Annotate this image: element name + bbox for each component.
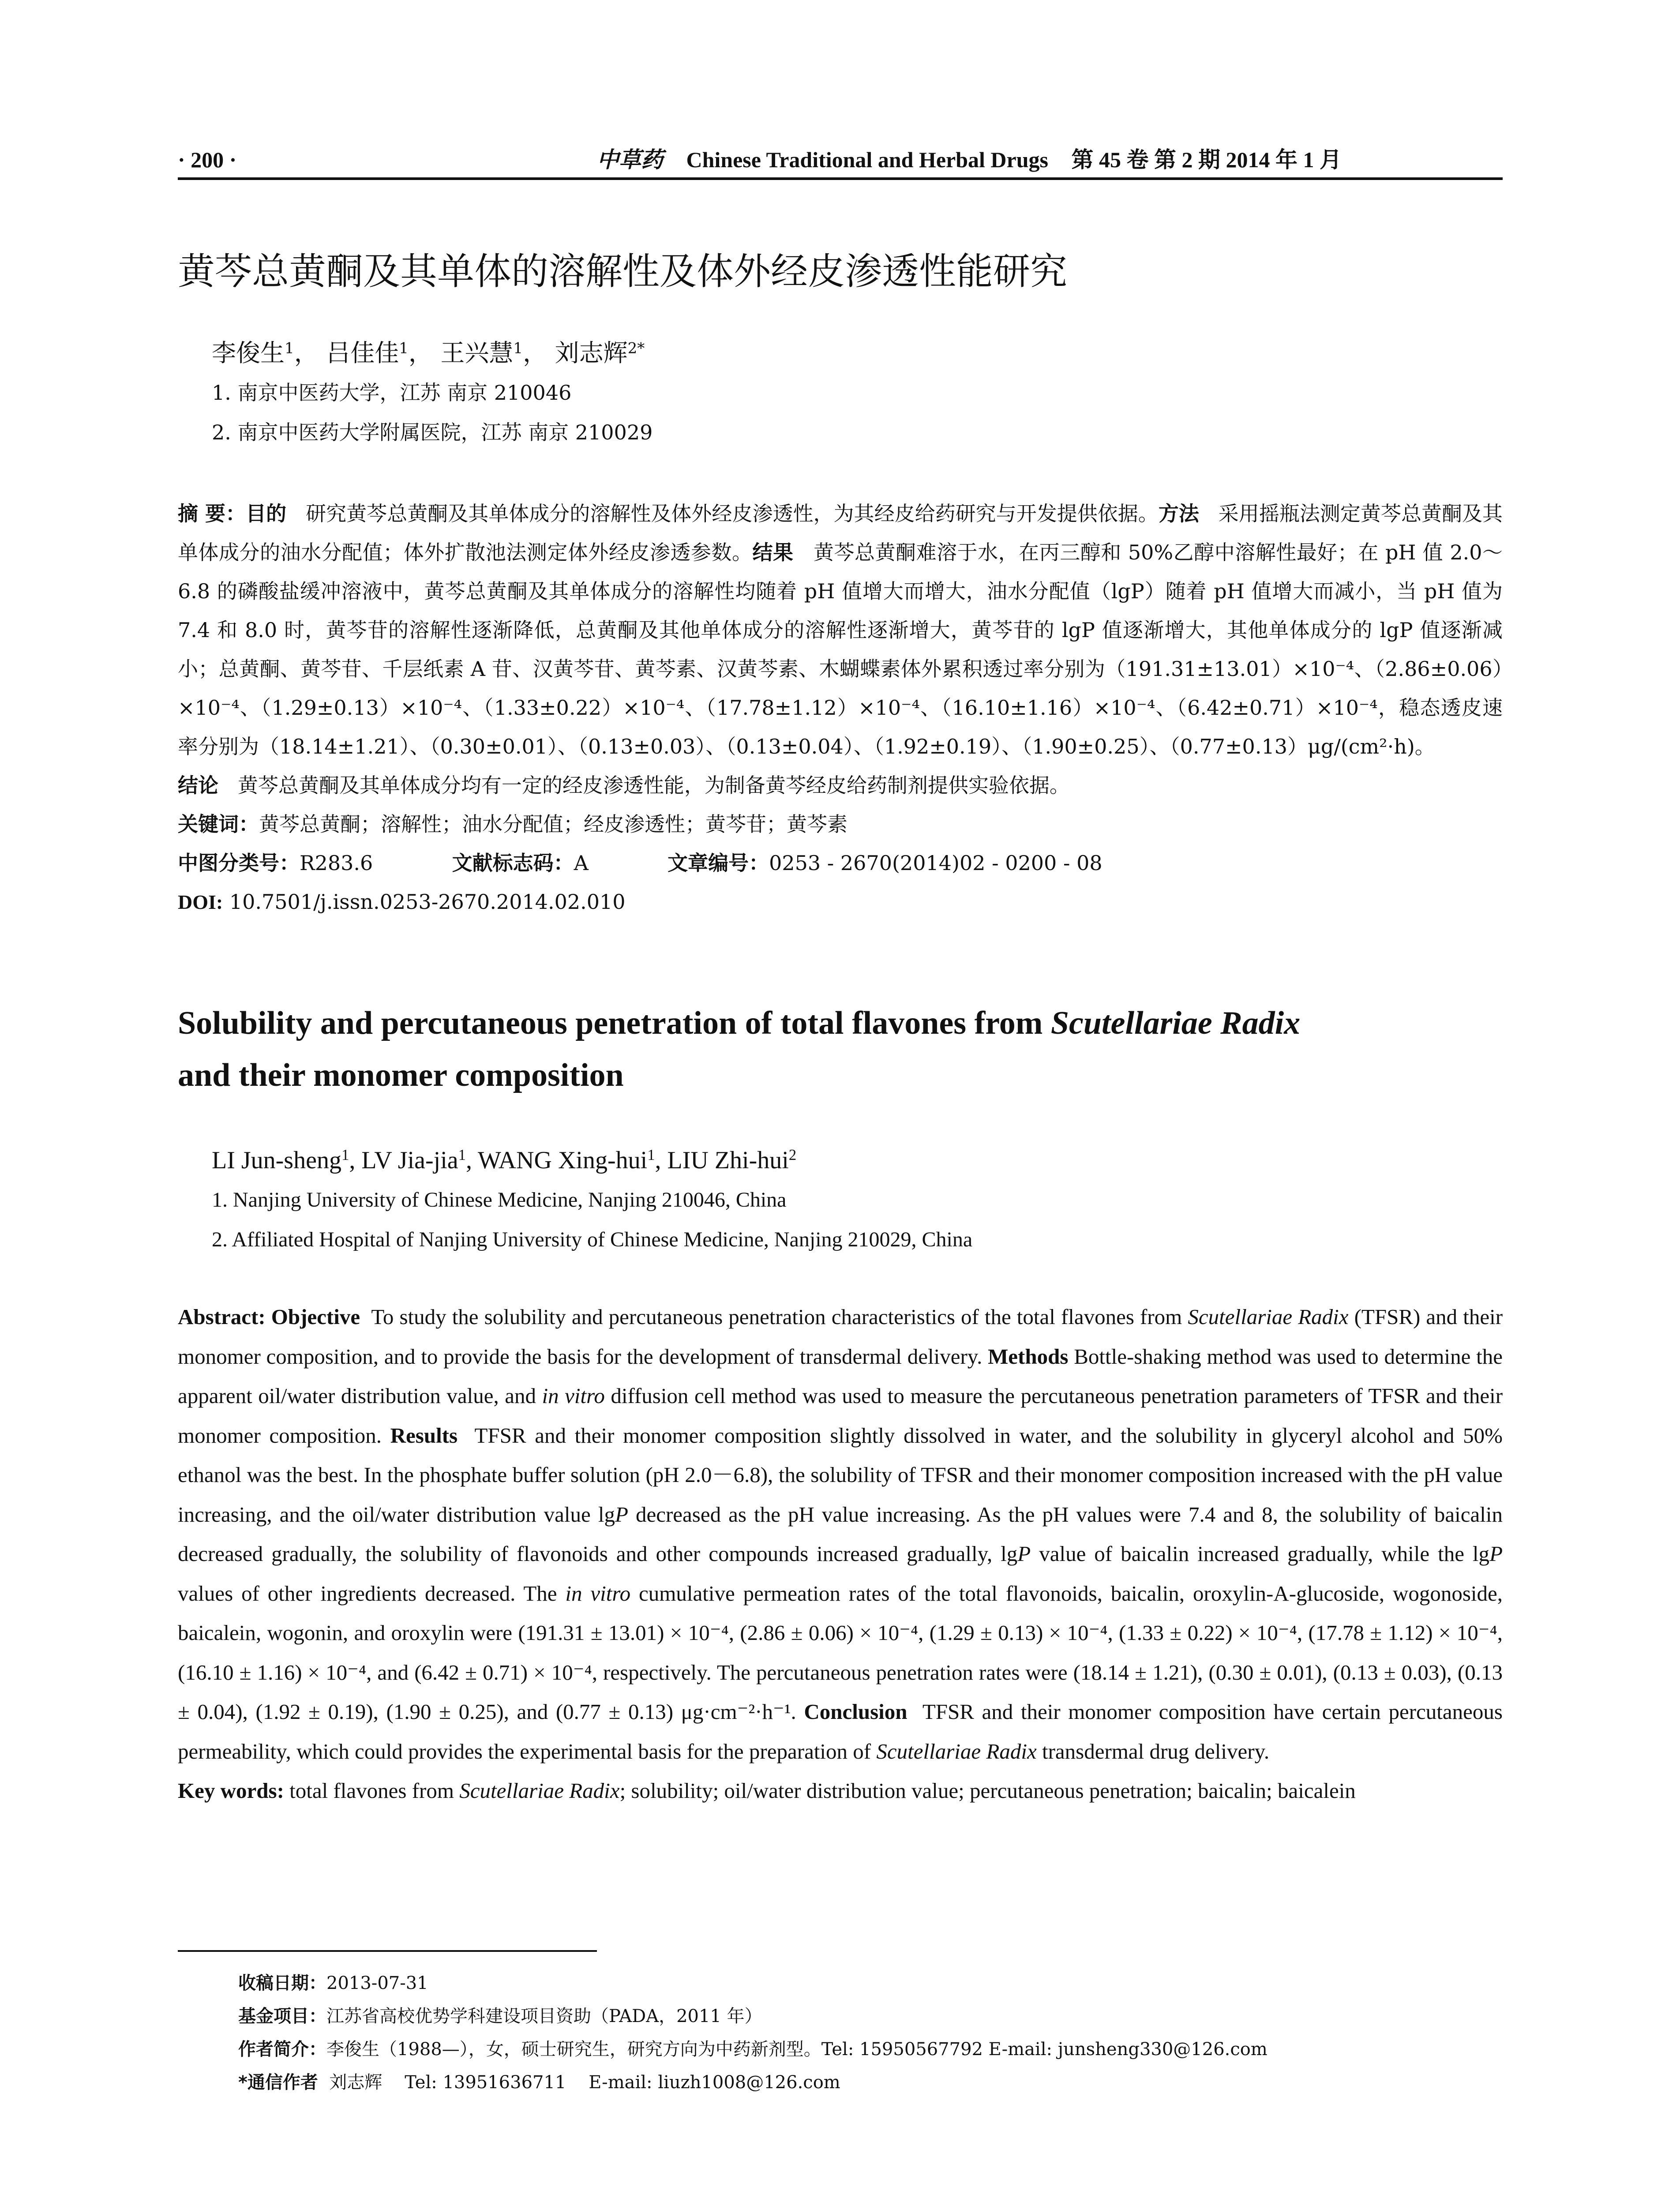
keywords-en-text-2: ; solubility; oil/water distribution value; percutaneous penetration; baicalin; baicalein (619, 1778, 1356, 1803)
affiliation-cn-1: 1. 南京中医药大学，江苏 南京 210046 (212, 381, 572, 405)
author-sup: 1 (399, 339, 409, 357)
conclusion-cn-text: 黄芩总黄酮及其单体成分均有一定的经皮渗透性能，为制备黄芩经皮给药制剂提供实验依据。 (237, 773, 1070, 797)
author-sup: 1 (647, 1146, 655, 1163)
abstract-cn-label: 摘 要： (178, 502, 246, 525)
header-rule (178, 177, 1503, 180)
title-en-part2: and their monomer composition (178, 1057, 624, 1093)
methods-cn-text: 采用摇瓶法测定黄芩总黄酮及其单体成分的油水分配值；体外扩散池法测定体外经皮渗透参数。 (178, 502, 1503, 564)
footnote-rule (178, 1950, 597, 1952)
title-en (178, 997, 1503, 1101)
footnote-funding (238, 2001, 1518, 2032)
footnote-text: 刘志辉 Tel: 13951636711 E-mail: liuzh1008@126.com (318, 2072, 840, 2093)
conclusion-en-text-2: transdermal drug delivery. (1042, 1739, 1270, 1763)
running-header (178, 140, 1503, 179)
author-sup: 1 (341, 1146, 349, 1163)
journal-logo: 中草药 (597, 146, 663, 173)
author-sup: 2* (627, 339, 645, 357)
results-en-text-1: TFSR and their monomer composition slightly dissolved in water, and the solubility in glyceryl alcohol and 50% ethanol was the best. In the phosphate buffer solution (pH 2.0－6.8), the solubility of TFSR and their monomer composition increased with the pH value increasing, and the oil/water distribution value lg (178, 1423, 1503, 1527)
journal-name: Chinese Traditional and Herbal Drugs (686, 147, 1048, 172)
results-en-text-5: cumulative permeation rates of the total flavonoids, baicalin, oroxylin-A-glucoside, wogonoside, baicalein, wogonin, and oroxylin were (191.31 ± 13.01) × 10⁻⁴, (2.86 ± 0.06) × 10⁻⁴, (1.29 ± 0.13) × 10⁻⁴, (1.33 ± 0.22) × 10⁻⁴, (17.78 ± 1.12) × 10⁻⁴, (16.10 ± 1.16) × 10⁻⁴, and (6.42 ± 0.71) × 10⁻⁴, respectively. The percutaneous penetration rates were (18.14 ± 1.21), (0.30 ± 0.01), (0.13 ± 0.03), (0.13 ± 0.04), (1.92 ± 0.19), (1.90 ± 0.25), and (0.77 ± 0.13) μg·cm⁻²·h⁻¹. (178, 1581, 1503, 1724)
author-en: LV Jia-jia (361, 1147, 458, 1174)
abstract-en (178, 1297, 1503, 1811)
methods-en-text-2: diffusion cell method was used to measure the percutaneous penetration parameters of TFSR and their monomer composition. (178, 1384, 1503, 1448)
in-vitro-2: in vitro (565, 1581, 631, 1606)
footnote-label: 基金项目： (238, 2006, 326, 2026)
author-sup: 1 (513, 339, 523, 357)
keywords-en-italic: Scutellariae Radix (459, 1778, 620, 1803)
author-en: WANG Xing-hui (478, 1147, 648, 1174)
objective-en-text-1: To study the solubility and percutaneous penetration characteristics of the total flavones from (371, 1305, 1182, 1329)
methods-cn-label: 方法 (1158, 502, 1199, 525)
objective-cn-text: 研究黄芩总黄酮及其单体成分的溶解性及体外经皮渗透性，为其经皮给药研究与开发提供依据。 (306, 502, 1159, 525)
article-number-value: 0253 - 2670(2014)02 - 0200 - 08 (769, 851, 1102, 875)
clc-value: R283.6 (300, 851, 373, 875)
footnote-label: 作者简介： (238, 2039, 326, 2060)
title-cn: 黄芩总黄酮及其单体的溶解性及体外经皮渗透性能研究 (178, 250, 1068, 293)
abstract-cn-body (178, 494, 1503, 805)
keywords-en-label: Key words: (178, 1778, 284, 1803)
abstract-cn (178, 494, 1503, 922)
affiliation-cn-2: 2. 南京中医药大学附属医院，江苏 南京 210029 (212, 420, 653, 444)
keywords-cn-label: 关键词： (178, 812, 259, 836)
author-en: LI Jun-sheng (212, 1147, 341, 1174)
author-sup: 1 (458, 1146, 466, 1163)
author-sup: 1 (285, 339, 294, 357)
objective-en-label: Objective (271, 1305, 360, 1329)
keywords-en-text-1: total flavones from (289, 1778, 454, 1803)
abstract-en-body (178, 1297, 1503, 1771)
abstract-en-label: Abstract: (178, 1305, 266, 1329)
methods-en-label: Methods (988, 1344, 1069, 1369)
affiliation-en-1: 1. Nanjing University of Chinese Medicine, Nanjing 210046, China (212, 1188, 787, 1212)
footnote-label: 收稿日期： (238, 1973, 326, 1993)
authors-en: LI Jun-sheng$^1$, LV Jia-jia$^1$, WANG Xing-hui$^1$, LIU Zhi-hui$^2$ (212, 1146, 797, 1174)
doc-code-label: 文献标志码： (452, 851, 574, 875)
keywords-cn-text: 黄芩总黄酮；溶解性；油水分配值；经皮渗透性；黄芩苷；黄芩素 (259, 812, 848, 836)
footnote-text: 李俊生（1988—），女，硕士研究生，研究方向为中药新剂型。Tel: 15950567792 E-mail: junsheng330@126.com (326, 2039, 1268, 2060)
scutellariae-radix-2: Scutellariae Radix (876, 1739, 1037, 1763)
footnote-label: *通信作者 (238, 2072, 318, 2093)
article-number-label: 文章编号： (668, 851, 769, 875)
author-cn: 王兴慧 (440, 339, 514, 367)
footnote-correspondence (238, 2067, 1518, 2098)
results-en-text-4: values of other ingredients decreased. The (178, 1581, 557, 1606)
conclusion-en-label: Conclusion (804, 1700, 908, 1724)
results-en-text-2: decreased as the pH value increasing. As the pH values were 7.4 and 8, the solubility of baicalin decreased gradually, the solubility of flavonoids and other compounds increased gradually, lg (178, 1502, 1503, 1566)
affiliation-en-2: 2. Affiliated Hospital of Nanjing University of Chinese Medicine, Nanjing 210029, China (212, 1228, 973, 1251)
objective-cn-label: 目的 (246, 502, 287, 525)
footnote-text: 江苏省高校优势学科建设项目资助（PADA，2011 年） (326, 2006, 762, 2026)
author-cn: 吕佳佳 (326, 339, 399, 367)
lgp-italic-1: P (615, 1502, 628, 1527)
doi-label: DOI: (178, 891, 223, 913)
doi-value: 10.7501/j.issn.0253-2670.2014.02.010 (229, 890, 626, 914)
lgp-italic-2: P (1017, 1542, 1031, 1566)
footnote-author-bio (238, 2034, 1518, 2065)
methods-en-text-1: Bottle-shaking method was used to determine the apparent oil/water distribution value, and (178, 1344, 1503, 1408)
results-en-label: Results (390, 1423, 458, 1448)
results-cn-label: 结果 (752, 540, 794, 564)
results-en-text-3: value of baicalin increased gradually, while the lg (1039, 1542, 1490, 1566)
lgp-italic-3: P (1489, 1542, 1503, 1566)
keywords-cn (178, 805, 1503, 844)
authors-cn: 李俊生$^1$， 吕佳佳$^1$， 王兴慧$^1$， 刘志辉$^{2*}$ (212, 339, 645, 367)
results-cn-text: 黄芩总黄酮难溶于水，在丙三醇和 50%乙醇中溶解性最好；在 pH 值 2.0～6.8 的磷酸盐缓冲溶液中，黄芩总黄酮及其单体成分的溶解性均随着 pH 值增大而增大，油水分配值（lgP）随着 pH 值增大而减小，当 pH 值为 7.4 和 8.0 时，黄芩苷的溶解性逐渐降低，总黄酮及其他单体成分的溶解性逐渐增大，黄芩苷的 lgP 值逐渐增大，其他单体成分的 lgP 值逐渐减小；总黄酮、黄芩苷、千层纸素 A 苷、汉黄芩苷、黄芩素、汉黄芩素、木蝴蝶素体外累积透过率分别为（191.31±13.01）×10⁻⁴、（2.86±0.06）×10⁻⁴、（1.29±0.13）×10⁻⁴、（1.33±0.22）×10⁻⁴、（17.78±1.12）×10⁻⁴、（16.10±1.16）×10⁻⁴、（6.42±0.71）×10⁻⁴，稳态透皮速率分别为（18.14±1.21）、（0.30±0.01）、（0.13±0.03）、（0.13±0.04）、（1.92±0.19）、（1.90±0.25）、（0.77±0.13）μg/(cm²·h)。 (178, 540, 1503, 758)
author-cn: 李俊生 (212, 339, 285, 367)
author-en: LIU Zhi-hui (667, 1147, 789, 1174)
conclusion-en-text-1: TFSR and their monomer composition have certain percutaneous permeability, which could provides the experimental basis for the preparation of (178, 1700, 1503, 1763)
author-sup: 2 (788, 1146, 797, 1163)
title-en-italic: Scutellariae Radix (1050, 1005, 1301, 1041)
title-en-part1: Solubility and percutaneous penetration of total flavones from (178, 1005, 1051, 1041)
classification-line (178, 844, 1503, 882)
clc-label: 中图分类号： (178, 851, 300, 875)
in-vitro-1: in vitro (542, 1384, 605, 1408)
author-cn: 刘志辉 (555, 339, 628, 367)
objective-en-text-2: (TFSR) and their monomer composition, and to provide the basis for the development of transdermal delivery. (178, 1305, 1503, 1369)
scutellariae-radix-1: Scutellariae Radix (1188, 1305, 1349, 1329)
page-number: · 200 · (178, 147, 237, 172)
conclusion-cn-label: 结论 (178, 773, 218, 797)
doi-line (178, 882, 1503, 922)
doc-code-value: A (574, 851, 589, 875)
issue-info: 第 45 卷 第 2 期 2014 年 1 月 (1071, 147, 1342, 172)
journal-header (597, 140, 1342, 179)
footnote-text: 2013-07-31 (326, 1973, 428, 1993)
footnote-received (238, 1968, 1518, 1999)
keywords-en (178, 1771, 1503, 1811)
